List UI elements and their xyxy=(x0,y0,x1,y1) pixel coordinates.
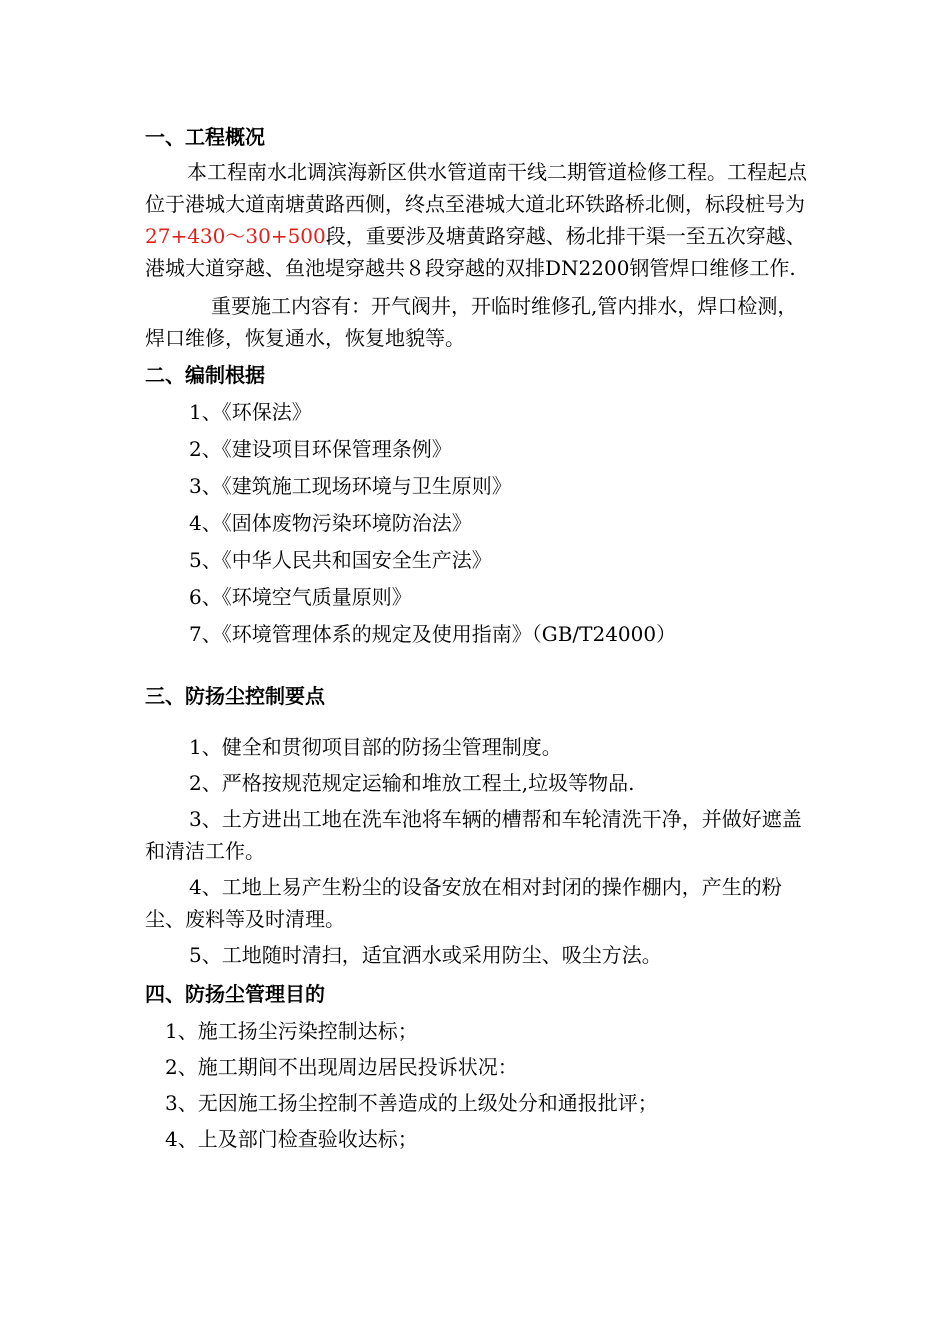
basis-item-7: 7、《环境管理体系的规定及使用指南》（GB/T24000） xyxy=(189,622,677,646)
section-4-title: 四、防扬尘管理目的 xyxy=(145,982,325,1006)
paragraph-1-text-b: 段，重要涉及塘黄路穿越、杨北排干渠一至五次穿越、港城大道穿越、鱼池堤穿越共８段穿越的双排DN2200钢管焊口维修工作. xyxy=(145,224,806,280)
document-page xyxy=(145,118,810,1157)
basis-item-4: 4、《固体废物污染环境防治法》 xyxy=(189,511,472,535)
goal-item-2: 2、施工期间不出现周边居民投诉状况： xyxy=(165,1055,518,1079)
dust-point-5: 5、工地随时清扫，适宜洒水或采用防尘、吸尘方法。 xyxy=(189,943,662,967)
basis-item-2: 2、《建设项目环保管理条例》 xyxy=(189,437,452,461)
dust-point-1: 1、健全和贯彻项目部的防扬尘管理制度。 xyxy=(189,735,562,759)
spacer xyxy=(145,715,810,731)
dust-point-2: 2、严格按规范规定运输和堆放工程土,垃圾等物品. xyxy=(189,771,635,795)
section-2-title: 二、编制根据 xyxy=(145,363,265,387)
basis-item-5: 5、《中华人民共和国安全生产法》 xyxy=(189,548,492,572)
basis-item-6: 6、《环境空气质量原则》 xyxy=(189,585,412,609)
section-1-paragraph-1 xyxy=(145,156,810,284)
dust-point-4: 4、工地上易产生粉尘的设备安放在相对封闭的操作棚内，产生的粉尘、废料等及时清理。 xyxy=(145,875,782,931)
section-3-title: 三、防扬尘控制要点 xyxy=(145,684,325,708)
dust-point-3: 3、土方进出工地在洗车池将车辆的槽帮和车轮清洗干净，并做好遮盖和清洁工作。 xyxy=(145,807,802,863)
basis-item-3: 3、《建筑施工现场环境与卫生原则》 xyxy=(189,474,512,498)
goal-item-3: 3、无因施工扬尘控制不善造成的上级处分和通报批评； xyxy=(165,1091,658,1115)
spacer xyxy=(145,653,810,677)
stake-number-range: 27+430～30+500 xyxy=(145,224,326,248)
section-1-paragraph-2: 重要施工内容有：开气阀井，开临时维修孔,管内排水，焊口检测，焊口维修，恢复通水，恢复地貌等。 xyxy=(145,294,798,350)
goal-item-4: 4、上及部门检查验收达标； xyxy=(165,1127,418,1151)
basis-item-1: 1、《环保法》 xyxy=(189,400,312,424)
paragraph-1-text-a: 本工程南水北调滨海新区供水管道南干线二期管道检修工程。工程起点位于港城大道南塘黄路西侧，终点至港城大道北环铁路桥北侧，标段桩号为 xyxy=(145,160,807,216)
section-1-title: 一、工程概况 xyxy=(145,125,265,149)
goal-item-1: 1、施工扬尘污染控制达标； xyxy=(165,1019,418,1043)
